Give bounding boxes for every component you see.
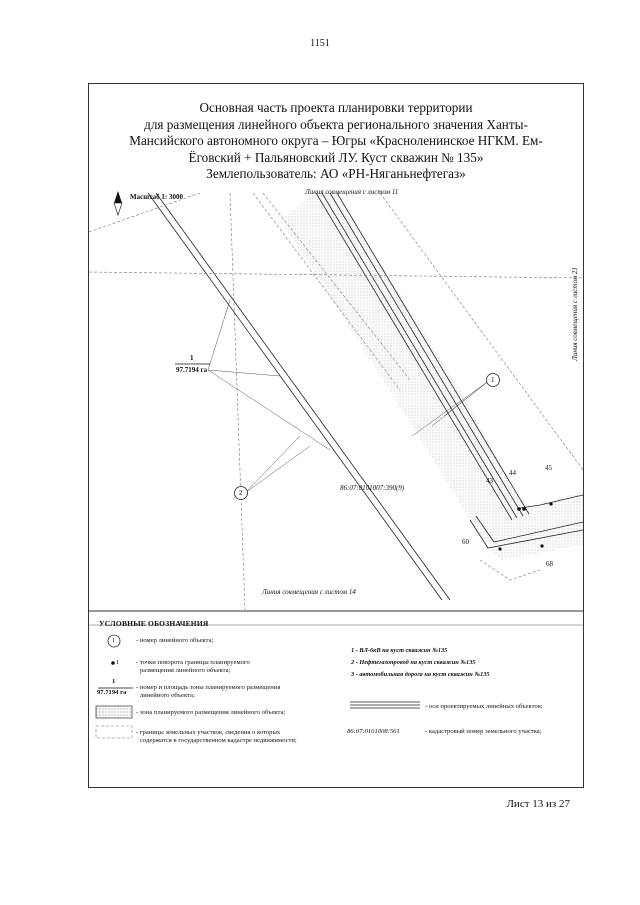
legend-item: - границы земельных участков, сведения о которых	[136, 729, 281, 736]
legend-sample-cadastral: 86:07:0101008:561	[347, 728, 400, 735]
legend-item: - номер и площадь зоны планируемого размещения	[136, 684, 281, 691]
join-line-top: Линия совмещения с листом 11	[305, 188, 399, 196]
planned-zone	[280, 193, 583, 560]
legend-item: размещения линейного объекта;	[140, 667, 231, 674]
point-label: 45	[545, 464, 552, 472]
legend-item: - номер линейного объекта;	[136, 637, 214, 644]
turning-point	[540, 544, 543, 547]
scale-label: Масштаб 1: 3000	[130, 193, 183, 201]
legend-item: содержатся в государственном кадастре недвижимости;	[140, 737, 297, 744]
title-line: Основная часть проекта планировки территории	[199, 100, 473, 115]
title-line: Землепользователь: АО «РН-Няганьнефтегаз»	[206, 166, 466, 182]
legend-object: 1 - ВЛ-6кВ на куст скважин №135	[351, 647, 448, 654]
parcel-boundary	[480, 560, 540, 580]
legend-object: 3 - автомобильная дорога на куст скважин №135	[351, 671, 490, 678]
axis-line	[316, 193, 512, 520]
point-label: 43	[486, 477, 493, 485]
legend-item: - точки поворота границы планируемого	[136, 659, 250, 666]
object-number-label: 2	[239, 489, 243, 497]
legend-sample-zone-area: 97.7194 га	[97, 689, 127, 696]
sheet-number: Лист 13 из 27	[506, 798, 570, 810]
turning-point	[498, 547, 501, 550]
leader-line	[245, 446, 310, 493]
legend-item: - оси проектируемых линейных объектов;	[425, 703, 543, 710]
title-line: Ёговский + Пальяновский ЛУ. Куст скважин № 135»	[188, 149, 484, 165]
leader-line	[208, 300, 230, 370]
zone-area-label: 97.7194 га	[176, 366, 208, 374]
point-label: 68	[546, 560, 553, 568]
legend-item: - кадастровый номер земельного участка;	[425, 728, 542, 735]
zone-number-label: 1	[190, 354, 194, 362]
title-line: Мансийского автономного округа – Югры «Красноленинское НГКМ. Ем-	[129, 133, 543, 149]
leader-line	[208, 370, 280, 376]
legend-item: линейного объекта;	[140, 692, 195, 699]
legend-object: 2 - Нефтегазопровод на куст скважин №135	[351, 659, 476, 666]
legend-sample-zone-number: 1	[112, 678, 116, 685]
legend	[89, 611, 583, 787]
point-label: 60	[462, 538, 469, 546]
legend-heading: УСЛОВНЫЕ ОБОЗНАЧЕНИЯ	[99, 619, 209, 628]
axis-line	[322, 193, 517, 518]
cadastral-number-label: 86:07:0101007:390(9)	[340, 484, 405, 492]
point-label: 44	[509, 469, 516, 477]
object-number-label: 1	[491, 376, 495, 384]
north-arrow-icon	[114, 191, 122, 203]
leader-line	[245, 436, 300, 493]
axis-line	[337, 193, 529, 514]
turning-point	[517, 507, 521, 511]
title-line: для размещения линейного объекта регионального значения Ханты-	[144, 116, 528, 132]
leader-line	[208, 370, 330, 450]
legend-sample-dot: 1	[116, 659, 120, 666]
legend-sample-number: 1	[112, 637, 116, 644]
turning-point	[549, 502, 552, 505]
axis-line	[330, 193, 523, 516]
join-line-right: Линия совмещения с листом 21	[570, 267, 579, 361]
join-line-bottom: Линия совмещения с листом 14	[262, 588, 356, 596]
page-number: 1151	[310, 38, 330, 49]
turning-point	[522, 507, 526, 511]
legend-item: - зона планируемого размещения линейного объекта;	[136, 709, 286, 716]
parcel-boundary	[230, 193, 245, 610]
